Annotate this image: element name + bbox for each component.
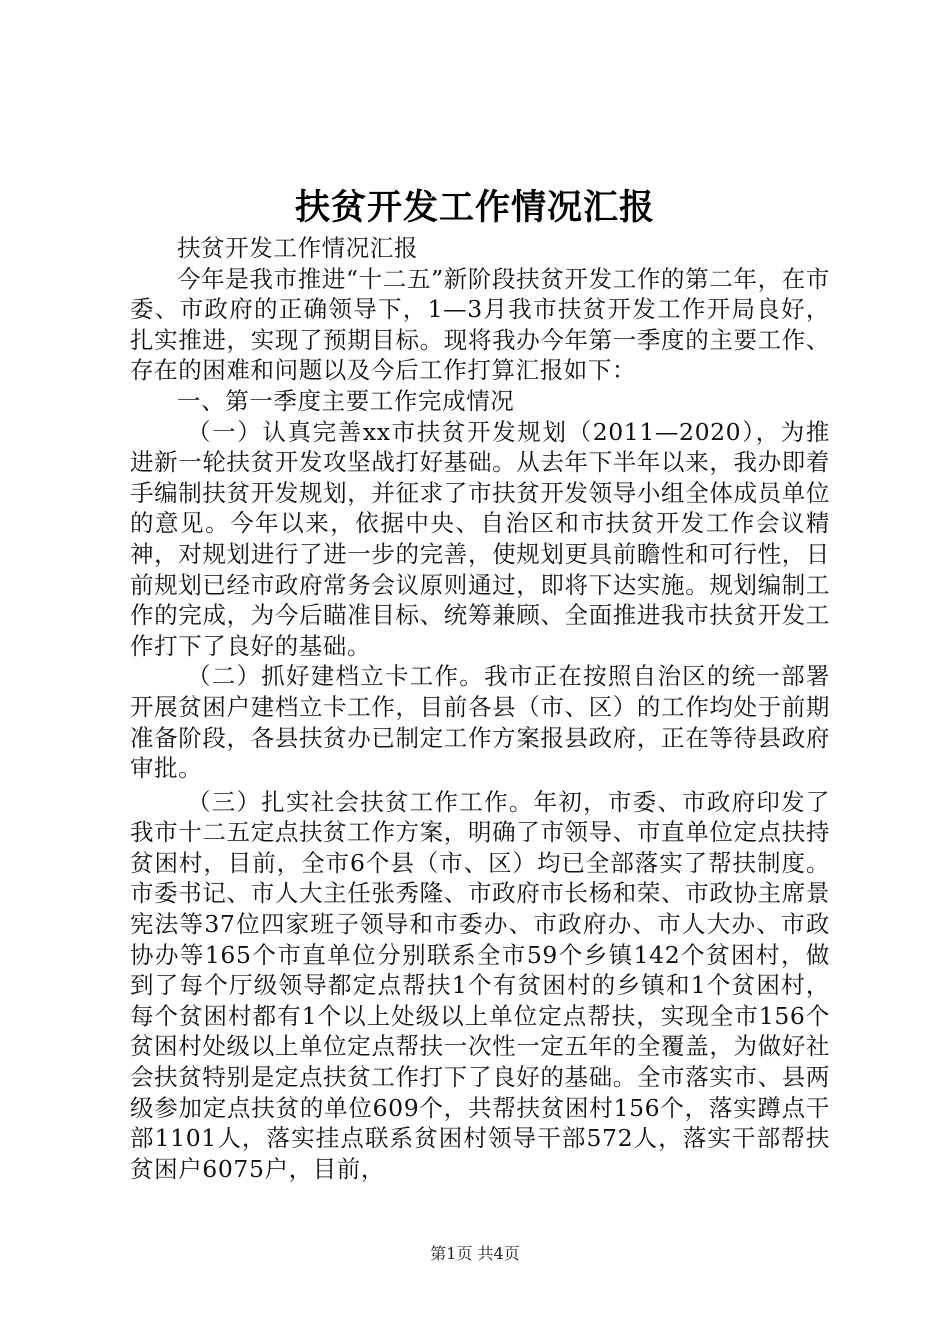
document-body	[130, 233, 830, 1184]
item-3-paragraph: （三）扎实社会扶贫工作工作。年初，市委、市政府印发了我市十二五定点扶贫工作方案，明确了市领导、市直单位定点扶持贫困村，目前，全市6个县（市、区）均已全部落实了帮扶制度。市委书记、市人大主任张秀隆、市政府市长杨和荣、市政协主席景宪法等37位四家班子领导和市委办、市政府办、市人大办、市政协办等165个市直单位分别联系全市59个乡镇142个贫困村，做到了每个厅级领导都定点帮扶1个有贫困村的乡镇和1个贫困村，每个贫困村都有1个以上处级以上单位定点帮扶，实现全市156个贫困村处级以上单位定点帮扶一次性一定五年的全覆盖，为做好社会扶贫特别是定点扶贫工作打下了良好的基础。全市落实市、县两级参加定点扶贫的单位609个，共帮扶贫困村156个，落实蹲点干部1101人，落实挂点联系贫困村领导干部572人，落实干部帮扶贫困户6075户，目前，	[130, 787, 830, 1183]
subtitle-paragraph: 扶贫开发工作情况汇报	[177, 234, 418, 262]
item-1-paragraph: （一）认真完善xx市扶贫开发规划（2011—2020），为推进新一轮扶贫开发攻坚战打好基础。从去年下半年以来，我办即着手编制扶贫开发规划，并征求了市扶贫开发领导小组全体成员单位的意见。今年以来，依据中央、自治区和市扶贫开发工作会议精神，对规划进行了进一步的完善，使规划更具前瞻性和可行性，日前规划已经市政府常务会议原则通过，即将下达实施。规划编制工作的完成，为今后瞄准目标、统筹兼顾、全面推进我市扶贫开发工作打下了良好的基础。	[130, 417, 830, 660]
intro-paragraph: 今年是我市推进“十二五”新阶段扶贫开发工作的第二年，在市委、市政府的正确领导下，1—3月我市扶贫开发工作开局良好，扎实推进，实现了预期目标。现将我办今年第一季度的主要工作、存在的困难和问题以及今后工作打算汇报如下：	[130, 264, 830, 385]
document-title: 扶贫开发工作情况汇报	[294, 187, 655, 228]
section-heading: 一、第一季度主要工作完成情况	[177, 386, 515, 415]
page-footer: 第1页 共4页	[430, 1244, 520, 1263]
item-2-paragraph: （二）抓好建档立卡工作。我市正在按照自治区的统一部署开展贫困户建档立卡工作，目前各县（市、区）的工作均处于前期准备阶段，各县扶贫办已制定工作方案报县政府，正在等待县政府审批。	[130, 662, 830, 783]
